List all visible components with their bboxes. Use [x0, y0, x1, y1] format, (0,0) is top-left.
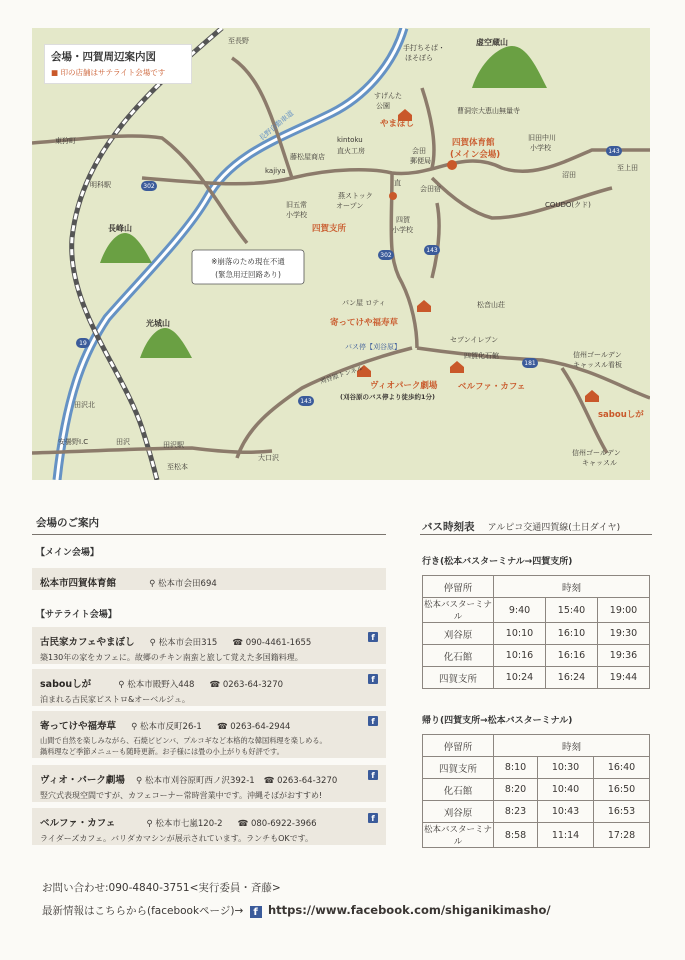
label-sabou: sabouしが: [598, 410, 644, 420]
venue-address: ⚲ 松本市刈谷原町西ノ沢392-1: [136, 776, 255, 786]
label-yottekeya: 寄ってけや福寿草: [330, 318, 399, 328]
label-tazawakita: 田沢北: [74, 401, 95, 409]
area-map: [32, 28, 650, 480]
table-row: 四賀支所 8:10 10:30 16:40: [423, 757, 650, 779]
main-venue-row: [32, 568, 386, 590]
main-venue-name: 松本市四賀体育館: [40, 578, 117, 589]
label-toueda: 至上田: [617, 164, 638, 172]
main-venue-address: ⚲ 松本市会田694: [149, 579, 217, 589]
label-sawada: 沼田: [562, 171, 576, 179]
label-kintoku-2: 直火工房: [337, 147, 365, 155]
label-viopark: ヴィオパーク劇場: [370, 381, 438, 391]
label-aida-post-2: 郵便局: [410, 157, 431, 165]
pin-icon: ⚲: [149, 579, 156, 589]
tunnel-label: 刈谷原トンネル: [318, 363, 365, 386]
main-venue-marker-icon: [447, 160, 457, 170]
venue-address: ⚲ 松本市殿野入448: [118, 680, 195, 690]
venue-tel: ☎ 080-6922-3966: [237, 819, 317, 829]
label-higashikaricho: 東狩町: [55, 137, 76, 145]
svg-text:302: 302: [143, 183, 155, 190]
shiga-branch-marker-icon: [389, 192, 397, 200]
label-viopark-note: (刈谷原のバス停より徒歩約1分): [340, 393, 435, 401]
label-shiga-es-2: 小学校: [392, 226, 413, 234]
venue-tel: ☎ 0263-64-2944: [216, 722, 291, 732]
label-panya: パン屋 ロティ: [342, 299, 386, 307]
label-shinshu-castle-1: 信州ゴールデン: [573, 351, 622, 359]
bus-title: バス時刻表: [422, 521, 475, 533]
facebook-icon[interactable]: f: [368, 716, 378, 726]
facebook-icon[interactable]: f: [368, 770, 378, 780]
table-header-row: [423, 576, 650, 598]
svg-text:302: 302: [380, 252, 392, 259]
label-shimonagano: 至長野: [228, 37, 249, 45]
venue-name: sabouしが: [40, 679, 92, 690]
label-shiga-kasekikan: 四賀化石館: [464, 352, 499, 360]
label-belfa: ベルファ・カフェ: [458, 382, 526, 392]
svg-text:143: 143: [426, 247, 438, 254]
satellite-row-belfa: [32, 808, 386, 845]
venue-guide-divider: [32, 534, 386, 535]
phone-icon: ☎: [232, 638, 243, 648]
map-title: 会場・四賀周辺案内図: [51, 51, 156, 63]
label-old-tanaka-1: 旧田中川: [528, 134, 556, 142]
svg-text:181: 181: [524, 360, 536, 367]
map-legend-note: ■ 印の店舗はサテライト会場です: [51, 68, 166, 77]
label-tezukuri-1: 手打ちそば・: [403, 44, 445, 52]
label-tazawa-station: 田沢駅: [163, 441, 184, 449]
svg-text:143: 143: [608, 148, 620, 155]
label-shiga-branch: 四賀支所: [312, 224, 347, 234]
label-tomatsumoto: 至松本: [167, 463, 188, 471]
map-legend: [44, 44, 192, 84]
label-shiga-es-1: 四賀: [396, 216, 410, 224]
phone-icon: ☎: [216, 722, 228, 732]
col-time-header: 時刻: [494, 735, 650, 757]
label-old-gojo-1: 旧五常: [286, 201, 307, 209]
col-stop-header: 停留所: [423, 576, 494, 598]
phone-icon: ☎: [263, 776, 275, 786]
label-fujimatsu: 藤松屋商店: [290, 153, 325, 161]
venue-desc: ライダーズカフェ。バリダカマシンが展示されています。ランチもOKです。: [40, 834, 314, 843]
venue-tel: ☎ 0263-64-3270: [263, 776, 338, 786]
bus-header: [422, 515, 620, 534]
facebook-icon[interactable]: f: [368, 674, 378, 684]
table-row: 化石館 8:20 10:40 16:50: [423, 779, 650, 801]
road-notice-line2: (緊急用迂回路あり): [215, 270, 281, 279]
venue-desc: 泊まれる古民家ビストロ&オーベルジュ。: [40, 695, 190, 704]
pin-icon: ⚲: [146, 819, 153, 829]
label-muryoji: 曹洞宗大恵山無量寺: [457, 107, 520, 115]
outbound-label: 行き(松本バスターミナル→四賀支所): [422, 557, 573, 567]
label-myoka: 明科駅: [90, 181, 111, 189]
label-kokuzo: 虚空蔵山: [476, 38, 508, 47]
label-old-tanaka-2: 小学校: [530, 144, 551, 152]
label-nao: 直: [394, 179, 401, 187]
label-yamaboshi: やまぼし: [380, 119, 415, 129]
label-shiga-gym-main: (メイン会場): [450, 150, 501, 160]
satellite-row-yottekeya: [32, 711, 386, 758]
label-shinshu-castle-2: キャッスル看板: [573, 361, 622, 369]
label-aidajuku: 会田宿: [420, 185, 441, 193]
label-bus-karigahara: バス停【刈谷原】: [345, 343, 401, 351]
label-tezukuri-2: ほそぼら: [405, 54, 433, 62]
label-tsubame-1: 燕ストック: [338, 192, 373, 200]
label-old-gojo-2: 小学校: [286, 211, 307, 219]
contact-text: お問い合わせ:090-4840-3751<実行委員・斉藤>: [42, 882, 281, 894]
road-notice-line1: ※崩落のため現在不通: [211, 257, 285, 266]
venue-tel: ☎ 090-4461-1655: [232, 638, 312, 648]
inbound-label: 帰り(四賀支所→松本バスターミナル): [422, 716, 573, 726]
satellite-label: 【サテライト会場】: [36, 610, 117, 620]
facebook-icon[interactable]: f: [368, 632, 378, 642]
venue-name: 古民家カフェやまぼし: [40, 637, 135, 648]
venue-name: 寄ってけや福寿草: [40, 721, 117, 732]
satellite-row-yamaboshi: [32, 627, 386, 664]
bus-line: アルピコ交通四賀線(土日ダイヤ): [487, 523, 621, 533]
table-row: 刈谷原 8:23 10:43 16:53: [423, 801, 650, 823]
label-suigen-1: すげんた: [374, 92, 402, 100]
facebook-url-link[interactable]: https://www.facebook.com/shiganikimasho/: [267, 903, 551, 917]
outbound-timetable: [422, 575, 650, 689]
svg-text:19: 19: [79, 340, 87, 347]
label-shiga-gym: 四賀体育館: [452, 138, 495, 148]
table-row: 松本バスターミナル 8:58 11:14 17:28: [423, 823, 650, 848]
pin-icon: ⚲: [136, 776, 143, 786]
pin-icon: ⚲: [118, 680, 125, 690]
label-coudo: COUDO(クド): [545, 201, 591, 209]
table-row: 化石館 10:16 16:16 19:36: [423, 645, 650, 667]
facebook-icon[interactable]: f: [250, 906, 262, 918]
label-anzuino: 安曇野I.C: [58, 438, 89, 446]
venue-desc-line1: 山間で自然を楽しみながら、石焼ビビンバ、プルコギなど本格的な韓国料理を楽しめる。: [40, 736, 327, 745]
latest-info: [42, 903, 551, 918]
col-time-header: 時刻: [494, 576, 650, 598]
label-kojo: 光城山: [146, 319, 170, 328]
venue-desc: 築130年の家をカフェに。故郷のチキン南蛮と旅して覚えた多国籍料理。: [40, 653, 303, 662]
label-matsuonsou: 松音山荘: [477, 301, 505, 309]
svg-text:143: 143: [300, 398, 312, 405]
label-kajiya: kajiya: [265, 167, 286, 175]
label-shinshu-gc-1: 信州ゴールデン: [572, 449, 621, 457]
venue-address: ⚲ 松本市会田315: [149, 638, 218, 648]
satellite-row-viopark: [32, 765, 386, 802]
label-okuchizawa: 大口沢: [258, 454, 279, 462]
inbound-timetable: [422, 734, 650, 848]
pin-icon: ⚲: [131, 722, 138, 732]
label-tsubame-2: オープン: [336, 202, 364, 210]
latest-label: 最新情報はこちらから(facebookページ)→: [42, 905, 244, 917]
venue-address: ⚲ 松本市反町26-1: [131, 722, 202, 732]
phone-icon: ☎: [209, 680, 221, 690]
table-header-row: [423, 735, 650, 757]
label-tade: 田沢: [116, 438, 130, 446]
label-shinshu-gc-2: キャッスル: [582, 459, 617, 467]
venue-name: ベルファ・カフェ: [40, 818, 116, 829]
venue-address: ⚲ 松本市七嵐120-2: [146, 819, 223, 829]
label-seven: セブンイレブン: [450, 336, 499, 344]
label-kintoku-1: kintoku: [337, 136, 363, 144]
pin-icon: ⚲: [149, 638, 156, 648]
table-row: 松本バスターミナル 9:40 15:40 19:00: [423, 598, 650, 623]
label-nagamine: 長峰山: [108, 224, 132, 233]
venue-name: ヴィオ・パーク劇場: [40, 775, 125, 786]
satellite-row-sabou: [32, 669, 386, 706]
bus-divider: [420, 534, 652, 535]
label-aida-post-1: 会田: [412, 147, 426, 155]
phone-icon: ☎: [237, 819, 249, 829]
venue-guide-title: 会場のご案内: [36, 517, 99, 529]
table-row: 四賀支所 10:24 16:24 19:44: [423, 667, 650, 689]
table-row: 刈谷原 10:10 16:10 19:30: [423, 623, 650, 645]
venue-desc: 竪穴式表現空間ですが、カフェコーナー常時営業中です。沖縄そばがおすすめ!: [40, 791, 323, 800]
facebook-icon[interactable]: f: [368, 813, 378, 823]
expressway-label: 長野自動車道: [257, 109, 296, 143]
col-stop-header: 停留所: [423, 735, 494, 757]
house-legend-icon: ■: [51, 68, 59, 77]
label-suigen-2: 公園: [376, 102, 390, 110]
main-venue-label: 【メイン会場】: [36, 548, 99, 558]
venue-desc-line2: 鍋料理など季節メニューも随時更新。お子様には畳の小上がりも好評です。: [40, 747, 284, 756]
venue-tel: ☎ 0263-64-3270: [209, 680, 284, 690]
